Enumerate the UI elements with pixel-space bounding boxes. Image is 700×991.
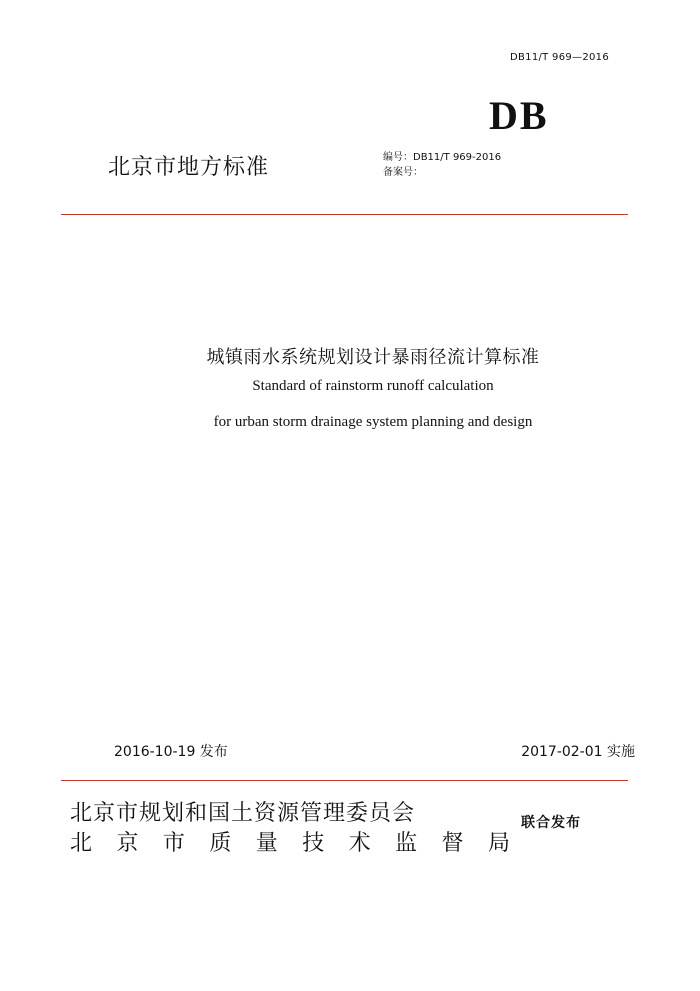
issuer-char: 术 <box>348 831 371 856</box>
issuer-char: 技 <box>302 831 325 856</box>
standard-meta <box>383 150 501 180</box>
title-english-line1: Standard of rainstorm runoff calculation <box>252 378 494 394</box>
issuer-char: 督 <box>441 831 464 856</box>
effective-date: 2017-02-01 实施 <box>521 744 635 760</box>
issuer-char: 监 <box>395 831 418 856</box>
issuer-char: 北 <box>70 831 93 856</box>
joint-issue-label: 联合发布 <box>521 815 581 831</box>
db-mark: DB <box>489 93 549 138</box>
bottom-divider <box>61 780 628 781</box>
title-english-line2: for urban storm drainage system planning and design <box>213 414 533 430</box>
record-number: 备案号： <box>383 167 423 178</box>
issuer-char: 京 <box>116 831 139 856</box>
issuer-char: 质 <box>209 831 232 856</box>
standard-number: 编号：DB11/T 969-2016 <box>383 152 502 163</box>
top-divider <box>61 214 628 215</box>
standard-code-top: DB11/T 969—2016 <box>510 52 609 63</box>
local-standard-label: 北京市地方标准 <box>108 155 270 180</box>
issuer-char: 局 <box>487 831 510 856</box>
issuer-planning-commission: 北京市规划和国土资源管理委员会 <box>70 801 416 826</box>
title-chinese: 城镇雨水系统规划设计暴雨径流计算标准 <box>206 347 540 368</box>
issuer-quality-bureau <box>70 826 510 857</box>
issuer-char: 量 <box>255 831 278 856</box>
issuer-char: 市 <box>162 831 185 856</box>
issue-date: 2016-10-19 发布 <box>114 744 228 760</box>
